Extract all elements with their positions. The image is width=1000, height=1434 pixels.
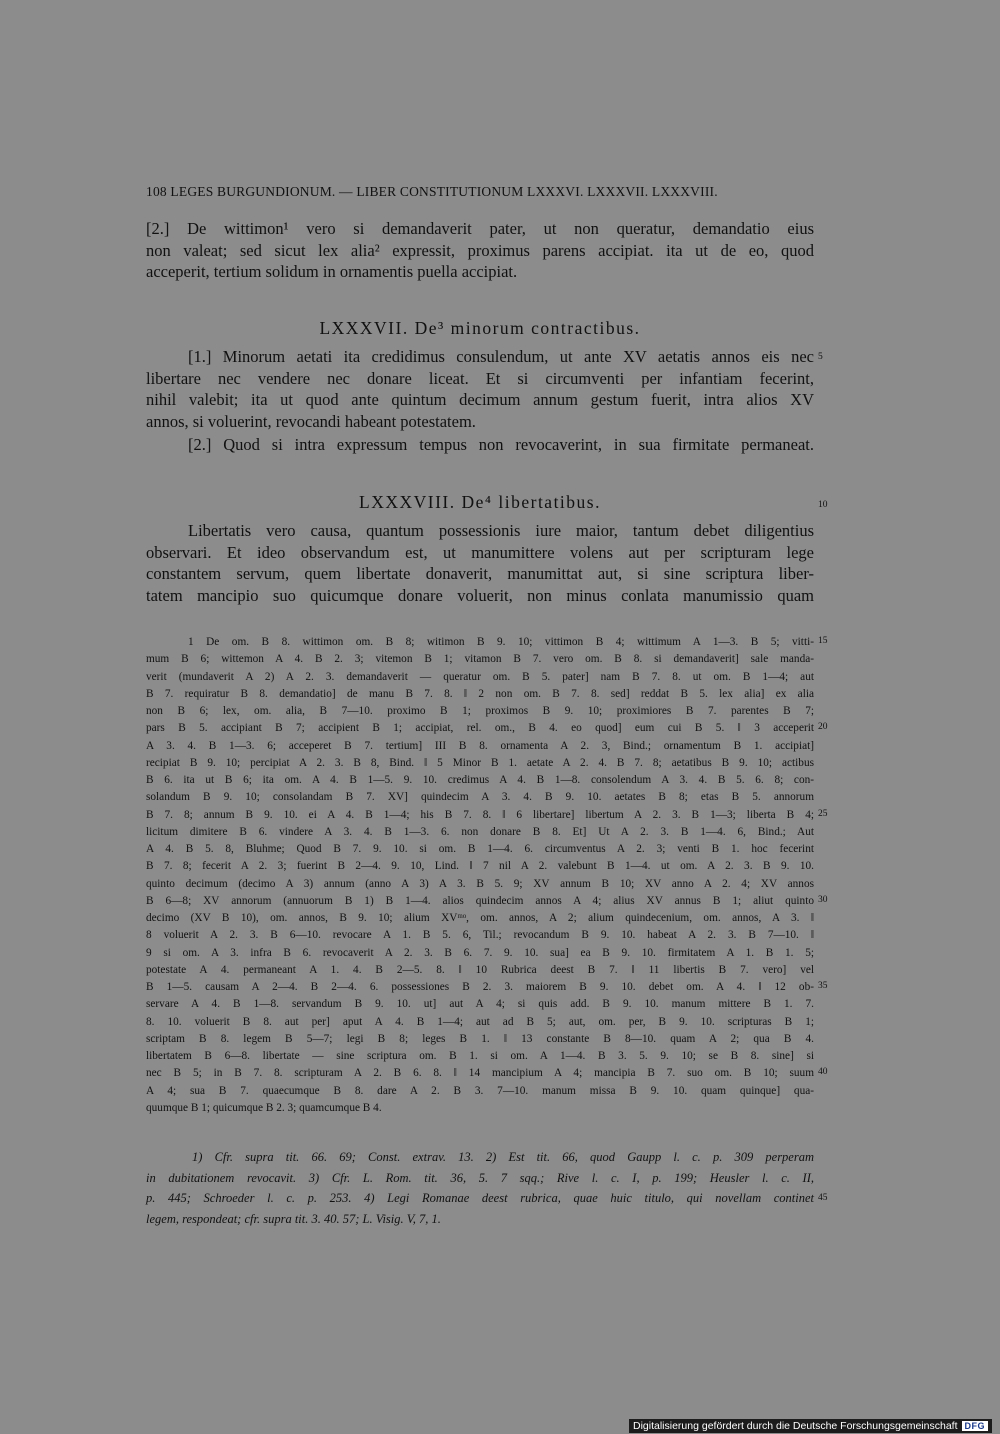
line-number: 5	[818, 352, 823, 362]
heading-title-88: LXXXVIII. De⁴ libertatibus.	[359, 492, 601, 512]
line-number: 40	[818, 1067, 828, 1077]
paragraph-87-1: [1.] Minorum aetati ita credidimus consulendum, ut ante XV aetatis annos eis nec libertare nec vendere nec donare liceat. Et si circumventi per infantiam fecerint, nihil valebit; ita ut quod ante quintum decimum annum gestum fuerit, intra alios XV annos, si voluerint, revocandi habeant potestatem.	[146, 347, 814, 431]
paragraph-87-2: [2.] Quod si intra expressum tempus non revocaverint, in sua firmitate permaneat.	[188, 435, 814, 454]
line-number: 20	[818, 722, 828, 732]
line-number: 15	[818, 636, 828, 646]
footnotes: 1) Cfr. supra tit. 66. 69; Const. extrav. 13. 2) Est tit. 66, quod Gaupp l. c. p. 309 perperam in dubitationem revocavit. 3) Cfr. L. Rom. tit. 36, 5. 7 sqq.; Rive l. c. I, p. 199; Heusler l. c. II, p. 445; Schroeder l. c. p. 253. 4) Legi Romanae deest rubrica, quae huic titulo, qui novellam continet legem, respondeat; cfr. supra tit. 3. 40. 57; L. Visig. V, 7, 1.	[146, 1150, 814, 1226]
line-number: 25	[818, 809, 828, 819]
line-number: 10	[818, 500, 828, 510]
running-header: 108 LEGES BURGUNDIONUM. — LIBER CONSTITUTIONUM LXXXVI. LXXXVII. LXXXVIII.	[146, 184, 718, 199]
paragraph-88: Libertatis vero causa, quantum possessionis iure maior, tantum debet diligentius observari. Et ideo observandum est, ut manumittere volens aut per scripturam lege constantem servum, quem libertate donaverit, manumittat aut, si sine scriptura liber- tatem mancipio suo quicumque donare voluerit, non minus conlata manumissio quam	[146, 521, 814, 605]
dfg-logo-icon: DFG	[962, 1421, 989, 1431]
critical-apparatus: 1 De om. B 8. wittimon om. B 8; witimon B 9. 10; vittimon B 4; wittimum A 1—3. B 5; vitti- mum B 6; wittemon A 4. B 2. 3; vitemon B 1; vitamon B 7. vero om. B 8. si demandaverit] sale manda- verit (mundaverit A 2) A 2. 3. demandaverit — queratur om. B 5. pater] nam B 7. 8. ut om. B 1—4; aut B 7. requiratur B 8. demandatio] de manu B 7. 8. ‖ 2 non om. B 7. 8. sed] reddat B 5. lex alia] ex alia non B 6; lex, om. alia, B 7—10. proximo B 1; proximos B 9. 10; proximiores B 7. parentes B 7; pars B 5. accipiant B 7; accipient B 1; accipiat, rel. om., B 4. eo quod] eum cui B 5. ‖ 3 acceperit A 3. 4. B 1—3. 6; acceperet B 7. tertium] III B 8. ornamenta A 2. 3, Bind.; ornamentum B 1. accipiat] recipiat B 9. 10; percipiat A 2. 3. B 8, Bind. ‖ 5 Minor B 1. aetate A 2. 4. B 7. 8; aetatibus B 9. 10; actibus B 6. ita ut B 6; ita om. A 4. B 1—5. 9. 10. credimus A 4. B 1—8. consolendum A 3. 4. B 5. 6. 8; con- solandum B 9. 10; consolandam B 7. XV] quindecim A 3. 4. B 9. 10. aetates B 8; etas B 5. annorum B 7. 8; annum B 9. 10. ei A 4. B 1—4; his B 7. 8. ‖ 6 libertare] libertum A 2. 3. B 1—3; liberta B 4; licitum dimitere B 6. vindere A 3. 4. B 1—3. 6. non donare B 8. Et] Ut A 2. 3. B 1—4. 6, Bind.; Aut A 4. B 5. 8, Bluhme; Quod B 7. 9. 10. si om. B 1—4. 6. circumventus A 2. 3; venti B 1. hoc fecerint B 7. 8; fecerit A 2. 3; fuerint B 2—4. 9. 10, Lind. ‖ 7 nil A 2. valebunt B 1—4. ut om. A 2. 3. B 9. 10. quinto decimum (decimo A 3) annum (anno A 3) A 3. B 5. 9; XV annum B 10; XV anno A 2. 4; XV annos B 6—8; XV annorum (annuorum B 1) B 1—4. alios quindecim annos A 4; alius XV annus B 1; aliut quinto decimo (XV B 10), om. annos, B 9. 10; alium XVᵐᵒ, om. annos, A 2; alium quindecenium, om. annos, A 3. ‖ 8 voluerit A 2. 3. B 6—10. revocare A 1. B 5. 6, Til.; revocandum B 9. 10. habeat A 2. 3. B 7—10. ‖ 9 si om. A 3. infra B 6. revocaverit A 2. 3. B 6. 7. 9. 10. sua] ea B 9. 10. firmitatem A 1. B 1. 5; potestate A 4. permaneant A 1. 4. B 2—5. 8. ‖ 10 Rubrica deest B 7. ‖ 11 libertis B 7. vero] vel B 1—5. causam A 2—4. B 2—4. 6. possessiones B 2. 3. maiorem B 9. 10. debet om. A 4. ‖ 12 ob- servare A 4. B 1—8. servandum B 9. 10. ut] aut A 4; si quis add. B 9. 10. manum mittere B 1. 7. 8. 10. voluerit B 8. aut per] aput A 4. B 1—4; aut ad B 5; aut, om. per, B 9. 10. scripturas B 1; scriptam B 8. legem B 5—7; legi B 8; leges B 1. ‖ 13 constante B 8—10. quam A 2; qua B 4. libertatem B 6—8. libertate — sine scriptura om. B 1. si om. A 1—4. B 3. 5. 9. 10; se B 8. sine] si nec B 5; in B 7. 8. scripturam A 2. B 6. 8. ‖ 14 mancipium A 4; mancipia B 7. suo om. B 10; suum A 4; sua B 7. quaecumque B 8. dare A 2. B 3. 7—10. manum missa B 9. 10. quam quinque] qua- quumque B 1; quicumque B 2. 3; quamcumque B 4.	[146, 636, 814, 1114]
paragraph-86-2: [2.] De wittimon¹ vero si demandaverit pater, ut non queratur, demandatio eius non valeat; sed sicut lex alia² expressit, proximus parens accipiat. ita ut de eo, quod acceperit, tertium solidum in ornamentis puella accipiat.	[146, 219, 814, 282]
funding-text: Digitalisierung gefördert durch die Deutsche Forschungsgemeinschaft	[632, 1420, 958, 1432]
line-number: 45	[818, 1193, 828, 1203]
line-number: 30	[818, 895, 828, 905]
heading-title-87: LXXXVII. De³ minorum contractibus.	[319, 318, 641, 338]
funding-credit	[629, 1419, 992, 1433]
line-number: 35	[818, 981, 828, 991]
